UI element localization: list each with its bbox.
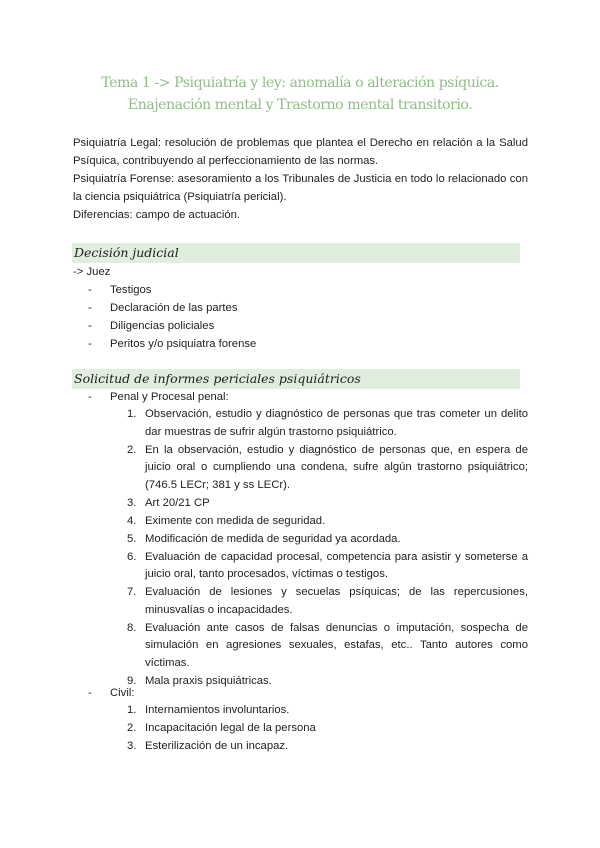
- section-heading-decision: Decisión judicial: [72, 243, 520, 263]
- list-item: 1. Observación, estudio y diagnóstico de personas que tras cometer un delito dar muestras de sufrir algún trastorno psiquiátrico.: [127, 408, 528, 438]
- list-item: 9. Mala praxis psiquiátricas.: [127, 675, 272, 688]
- list-item: 3. Art 20/21 CP: [127, 496, 210, 509]
- list-item: 2. En la observación, estudio y diagnóstico de personas que, en espera de juicio oral o cumpliendo una condena, sufre algún trastorno psiquiátrico; (746.5 LECr; 381 y ss LECr).: [127, 443, 528, 491]
- list-item: 6. Evaluación de capacidad procesal, competencia para asistir y someterse a juicio oral, tanto procesados, víctimas o testigos.: [127, 550, 528, 581]
- list-item: 1. Internamientos involuntarios.: [127, 704, 290, 716]
- list-item: - Diligencias policiales: [88, 320, 215, 332]
- list-item: 3. Esterilización de un incapaz.: [127, 739, 289, 752]
- penal-category: - Penal y Procesal penal:: [88, 391, 229, 403]
- intro-legal: Psiquiatría Legal: resolución de problemas que plantea el Derecho en relación a la Salud Psíquica, contribuyendo al perfeccionamiento de las normas.: [73, 137, 528, 167]
- list-item: 8. Evaluación ante casos de falsas denuncias o imputación, sospecha de simulación en agresiones sexuales, estafas, etc.. Tanto autores como víctimas.: [127, 621, 528, 670]
- penal-list: [120, 406, 528, 691]
- intro-diferencias: Diferencias: campo de actuación.: [73, 209, 241, 221]
- list-item: - Peritos y/o psiquiatra forense: [88, 338, 257, 350]
- list-item: - Declaración de las partes: [88, 302, 238, 314]
- list-item: 4. Eximente con medida de seguridad.: [127, 514, 326, 527]
- list-item: 5. Modificación de medida de seguridad ya acordada.: [127, 532, 401, 545]
- section-heading-informes: Solicitud de informes periciales psiquiátricos: [72, 369, 520, 389]
- decision-list: [88, 281, 256, 353]
- civil-category: - Civil:: [88, 687, 135, 699]
- civil-list: [120, 702, 528, 756]
- juez-label: -> Juez: [73, 266, 111, 278]
- page-title: Tema 1 -> Psiquiatría y ley: anomalía o alteración psíquica. Enajenación mental y Trastorno mental transitorio.: [101, 75, 499, 113]
- list-item: - Testigos: [88, 284, 152, 296]
- list-item: 7. Evaluación de lesiones y secuelas psíquicas; de las repercusiones, minusvalías o incapacidades.: [127, 586, 528, 616]
- intro-block: [73, 134, 528, 224]
- list-item: 2. Incapacitación legal de la persona: [127, 721, 316, 734]
- intro-forense: Psiquiatría Forense: asesoramiento a los Tribunales de Justicia en todo lo relacionado con la ciencia psiquiátrica (Psiquiatría pericial).: [73, 173, 528, 203]
